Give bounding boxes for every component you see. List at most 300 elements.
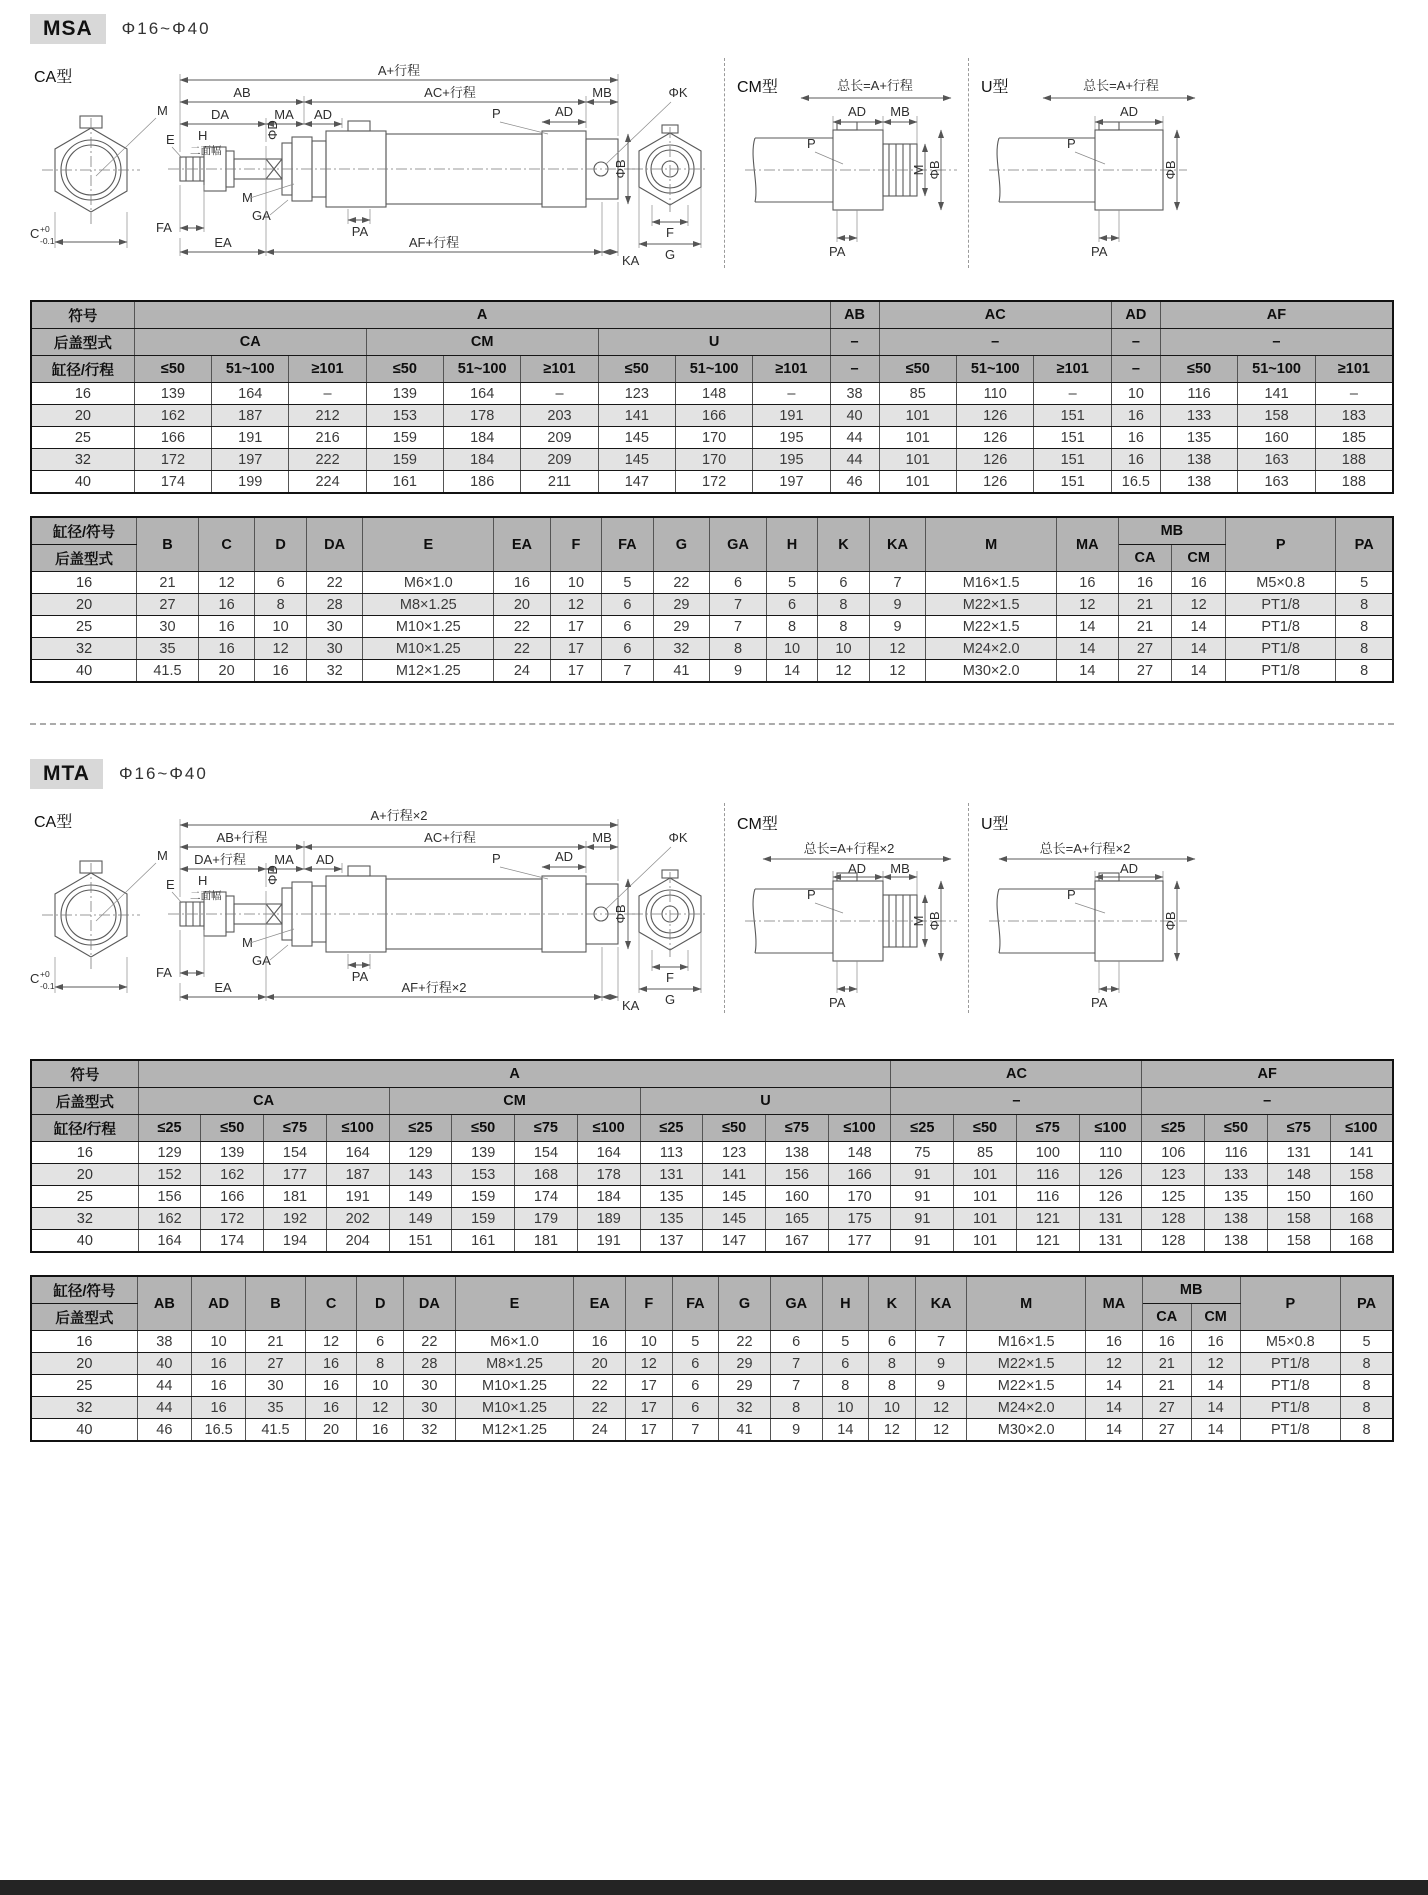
table-cell: 12 xyxy=(869,660,926,683)
table-cell: 32 xyxy=(653,638,710,660)
table-cell: 175 xyxy=(828,1208,891,1230)
table-cell: 16 xyxy=(574,1331,626,1353)
msa-dim-af: AF+行程 xyxy=(408,235,460,250)
mta-series-badge: MTA xyxy=(30,759,103,789)
table-cell: M22×1.5 xyxy=(967,1353,1086,1375)
table-cell: 85 xyxy=(954,1142,1017,1164)
table-cell: 41.5 xyxy=(246,1419,305,1442)
mta-c-sup: +0 xyxy=(40,969,50,979)
table-cell: 148 xyxy=(1267,1164,1330,1186)
table-header-cell: C xyxy=(305,1276,357,1331)
table-header-cell: C xyxy=(198,517,255,572)
table-cell: 21 xyxy=(137,572,199,594)
table-cell: 183 xyxy=(1315,405,1393,427)
table-cell: 16 xyxy=(1111,449,1160,471)
table-cell: 46 xyxy=(137,1419,191,1442)
table-cell: 150 xyxy=(1267,1186,1330,1208)
table-cell: 14 xyxy=(1191,1397,1240,1419)
table-cell: 149 xyxy=(389,1208,452,1230)
table-header-cell: MA xyxy=(1056,517,1118,572)
table-cell: 222 xyxy=(289,449,366,471)
table-cell: 16 xyxy=(1118,572,1172,594)
table-cell: 139 xyxy=(134,383,211,405)
table-cell: 44 xyxy=(137,1397,191,1419)
table-row xyxy=(31,572,1393,594)
table-cell: PT1/8 xyxy=(1240,1375,1341,1397)
table-cell: 16 xyxy=(191,1353,245,1375)
table-row xyxy=(31,638,1393,660)
table-cell: 12 xyxy=(869,638,926,660)
msa-dim-da: DA xyxy=(210,107,230,122)
table-cell: 16 xyxy=(1085,1331,1142,1353)
table-cell: 216 xyxy=(289,427,366,449)
msa-c-sup: +0 xyxy=(40,224,50,234)
table-cell: 166 xyxy=(134,427,211,449)
table-cell: 24 xyxy=(574,1419,626,1442)
table-cell: M8×1.25 xyxy=(455,1353,574,1375)
table-header-cell: 符号 xyxy=(31,301,134,329)
table-header-cell: D xyxy=(255,517,306,572)
table-cell: PT1/8 xyxy=(1240,1419,1341,1442)
mta-cm-type-label: CM型 xyxy=(737,816,778,833)
table-cell: 6 xyxy=(710,572,767,594)
table-cell: 145 xyxy=(598,449,675,471)
msa-dim-ab: AB xyxy=(233,85,251,100)
table-cell: 41 xyxy=(653,660,710,683)
table-cell: 16 xyxy=(191,1375,245,1397)
table-row xyxy=(31,660,1393,683)
table-header-cell: 符号 xyxy=(31,1060,138,1088)
table-cell: 10 xyxy=(766,638,817,660)
table-cell: 145 xyxy=(598,427,675,449)
table-header-cell: ≤75 xyxy=(515,1115,578,1142)
msa-f-label: F xyxy=(666,225,674,240)
table-header-cell: CM xyxy=(389,1088,640,1115)
table-cell: 129 xyxy=(138,1142,201,1164)
table-cell: 164 xyxy=(326,1142,389,1164)
row-header-cell: 25 xyxy=(31,1186,138,1208)
table-row xyxy=(31,1208,1393,1230)
table-cell: 22 xyxy=(719,1331,771,1353)
table-cell: 168 xyxy=(515,1164,578,1186)
table-cell: 30 xyxy=(306,616,363,638)
table-cell: 121 xyxy=(1016,1208,1079,1230)
row-header-cell: 40 xyxy=(31,1230,138,1253)
table-cell: 46 xyxy=(830,471,879,494)
table-header-cell: 后盖型式 xyxy=(31,1088,138,1115)
table-cell: 10 xyxy=(357,1375,404,1397)
table-cell: 131 xyxy=(1079,1230,1142,1253)
table-cell: 75 xyxy=(891,1142,954,1164)
table-cell: M24×2.0 xyxy=(926,638,1057,660)
table-header-cell: K xyxy=(818,517,869,572)
table-cell: 195 xyxy=(753,427,830,449)
table-cell: 16 xyxy=(255,660,306,683)
table-cell: 27 xyxy=(1142,1419,1191,1442)
table-cell: 12 xyxy=(357,1397,404,1419)
table-cell: PT1/8 xyxy=(1240,1353,1341,1375)
mta-cm-body xyxy=(753,873,917,961)
table-cell: 8 xyxy=(1341,1375,1393,1397)
mta-drawing-separator-1 xyxy=(724,803,725,1013)
msa-h-label: H xyxy=(198,128,208,143)
table-cell: 10 xyxy=(818,638,869,660)
table-cell: 126 xyxy=(956,449,1033,471)
table-header-cell: AC xyxy=(891,1060,1142,1088)
msa-cm-pa-label: PA xyxy=(829,244,846,259)
table-header-cell: CA xyxy=(134,329,366,356)
mta-g-label: G xyxy=(664,992,676,1007)
table-cell: 160 xyxy=(1330,1186,1393,1208)
section-divider xyxy=(30,723,1394,725)
table-header-cell: – xyxy=(891,1088,1142,1115)
table-cell: 10 xyxy=(191,1331,245,1353)
row-header-cell: 25 xyxy=(31,1375,137,1397)
table-cell: M5×0.8 xyxy=(1240,1331,1341,1353)
table-cell: 126 xyxy=(1079,1164,1142,1186)
table-cell: 30 xyxy=(403,1397,455,1419)
table-row xyxy=(31,1186,1393,1208)
mta-cm-p-label: P xyxy=(807,887,816,902)
table-cell: 158 xyxy=(1267,1230,1330,1253)
msa-section xyxy=(30,14,1394,683)
table-cell: 7 xyxy=(710,616,767,638)
table-cell: 21 xyxy=(1142,1375,1191,1397)
table-header-cell: M xyxy=(967,1276,1086,1331)
msa-cm-type-label: CM型 xyxy=(737,79,778,96)
table-cell: 20 xyxy=(198,660,255,683)
table-cell: 145 xyxy=(703,1186,766,1208)
table-header-cell: 51~100 xyxy=(444,356,521,383)
table-header-cell: A xyxy=(134,301,830,329)
table-cell: 141 xyxy=(1238,383,1315,405)
table-cell: 14 xyxy=(1172,638,1226,660)
table-header-cell: – xyxy=(1160,329,1393,356)
table-cell: 191 xyxy=(753,405,830,427)
table-header-cell: PA xyxy=(1341,1276,1393,1331)
msa-phi-k-label: ΦK xyxy=(668,85,688,100)
table-header-cell: G xyxy=(719,1276,771,1331)
table-cell: 12 xyxy=(818,660,869,683)
table-header-cell: ≤100 xyxy=(828,1115,891,1142)
msa-u-body xyxy=(997,122,1163,210)
row-header-cell: 32 xyxy=(31,1208,138,1230)
table-cell: 5 xyxy=(672,1331,719,1353)
table-cell: 170 xyxy=(828,1186,891,1208)
msa-ea-label: EA xyxy=(214,235,232,250)
table-cell: 133 xyxy=(1160,405,1237,427)
table-cell: 22 xyxy=(494,638,551,660)
mta-dim-af: AF+行程×2 xyxy=(401,980,467,995)
row-header-cell: 16 xyxy=(31,1142,138,1164)
table-cell: 12 xyxy=(915,1397,967,1419)
table-header-cell: – xyxy=(879,329,1111,356)
mta-flats-label: 二面幅 xyxy=(190,890,222,902)
table-cell: 170 xyxy=(675,449,752,471)
table-cell: 191 xyxy=(577,1230,640,1253)
msa-ca-type-label: CA型 xyxy=(34,69,73,86)
table-row xyxy=(31,594,1393,616)
table-cell: 16 xyxy=(191,1397,245,1419)
msa-drawing-separator-1 xyxy=(724,58,725,268)
table-cell: 159 xyxy=(452,1208,515,1230)
table-cell: 38 xyxy=(830,383,879,405)
table-cell: 6 xyxy=(672,1353,719,1375)
msa-u-pa-label: PA xyxy=(1091,244,1108,259)
table-cell: 12 xyxy=(869,1419,916,1442)
table-header-cell: FA xyxy=(602,517,653,572)
table-cell: 187 xyxy=(326,1164,389,1186)
table-cell: 44 xyxy=(830,449,879,471)
table-cell: 7 xyxy=(770,1375,822,1397)
table-cell: 143 xyxy=(389,1164,452,1186)
table-cell: M24×2.0 xyxy=(967,1397,1086,1419)
mta-dimension-table-b xyxy=(30,1275,1394,1442)
table-header-cell: EA xyxy=(574,1276,626,1331)
table-cell: 14 xyxy=(1191,1419,1240,1442)
table-header-cell: U xyxy=(598,329,830,356)
table-cell: M10×1.25 xyxy=(455,1397,574,1419)
table-cell: 139 xyxy=(452,1142,515,1164)
table-row xyxy=(31,1142,1393,1164)
mta-dim-mb: MB xyxy=(592,830,612,845)
table-cell: 29 xyxy=(719,1375,771,1397)
table-cell: PT1/8 xyxy=(1226,616,1336,638)
table-header-cell: H xyxy=(766,517,817,572)
msa-dim-ma: MA xyxy=(274,107,294,122)
table-cell: 17 xyxy=(626,1375,673,1397)
table-cell: 162 xyxy=(134,405,211,427)
table-cell: – xyxy=(753,383,830,405)
table-cell: 9 xyxy=(770,1419,822,1442)
msa-u-type-label: U型 xyxy=(981,79,1009,96)
mta-dim-ad: AD xyxy=(315,852,335,867)
table-header-cell: ≤50 xyxy=(1205,1115,1268,1142)
msa-u-drawing xyxy=(973,52,1208,274)
table-cell: 91 xyxy=(891,1208,954,1230)
table-cell: 148 xyxy=(675,383,752,405)
table-cell: 162 xyxy=(201,1164,264,1186)
table-header-cell: K xyxy=(869,1276,916,1331)
mta-ga-label: GA xyxy=(252,953,271,968)
table-header-cell: ≤25 xyxy=(891,1115,954,1142)
table-cell: 116 xyxy=(1016,1186,1079,1208)
table-cell: 14 xyxy=(1172,660,1226,683)
table-cell: 126 xyxy=(956,427,1033,449)
table-cell: 14 xyxy=(1172,616,1226,638)
table-cell: – xyxy=(289,383,366,405)
table-header-cell: H xyxy=(822,1276,869,1331)
table-cell: 8 xyxy=(822,1375,869,1397)
table-cell: 30 xyxy=(403,1375,455,1397)
table-cell: 20 xyxy=(305,1419,357,1442)
table-cell: 6 xyxy=(822,1353,869,1375)
msa-cm-drawing xyxy=(729,52,964,274)
table-cell: M22×1.5 xyxy=(926,594,1057,616)
mta-ca-drawing xyxy=(30,797,720,1019)
row-header-cell: 20 xyxy=(31,1164,138,1186)
msa-u-total-label: 总长=A+行程 xyxy=(1083,78,1159,93)
table-cell: 21 xyxy=(1118,594,1172,616)
table-cell: 194 xyxy=(264,1230,327,1253)
table-header-cell: ≤25 xyxy=(138,1115,201,1142)
row-header-cell: 20 xyxy=(31,405,134,427)
table-cell: 14 xyxy=(766,660,817,683)
table-cell: 151 xyxy=(1034,427,1111,449)
table-cell: 40 xyxy=(137,1353,191,1375)
row-header-cell: 16 xyxy=(31,383,134,405)
table-cell: 14 xyxy=(1191,1375,1240,1397)
table-cell: 12 xyxy=(1056,594,1118,616)
table-cell: M10×1.25 xyxy=(363,616,494,638)
table-cell: M30×2.0 xyxy=(967,1419,1086,1442)
table-cell: 29 xyxy=(653,616,710,638)
table-cell: 212 xyxy=(289,405,366,427)
table-cell: 12 xyxy=(550,594,601,616)
table-cell: 113 xyxy=(640,1142,703,1164)
table-cell: 9 xyxy=(869,616,926,638)
table-cell: 168 xyxy=(1330,1230,1393,1253)
table-cell: 12 xyxy=(305,1331,357,1353)
table-cell: 204 xyxy=(326,1230,389,1253)
table-cell: 163 xyxy=(1238,471,1315,494)
mta-dim-ma: MA xyxy=(274,852,294,867)
table-cell: 8 xyxy=(357,1353,404,1375)
table-header-cell: E xyxy=(455,1276,574,1331)
mta-u-pa-label: PA xyxy=(1091,995,1108,1010)
table-cell: 101 xyxy=(954,1186,1017,1208)
table-cell: 199 xyxy=(212,471,289,494)
table-header-cell: 缸径/行程 xyxy=(31,356,134,383)
table-cell: 161 xyxy=(452,1230,515,1253)
mta-u-type-label: U型 xyxy=(981,816,1009,833)
table-header-cell: CA xyxy=(138,1088,389,1115)
table-header-cell: ≤25 xyxy=(1142,1115,1205,1142)
table-cell: 174 xyxy=(515,1186,578,1208)
table-header-cell: CA xyxy=(1142,1304,1191,1331)
mta-c-sub: -0.1 xyxy=(40,981,55,991)
table-header-cell: ≤75 xyxy=(766,1115,829,1142)
table-cell: 5 xyxy=(766,572,817,594)
table-cell: 22 xyxy=(494,616,551,638)
table-cell: 8 xyxy=(766,616,817,638)
table-cell: M16×1.5 xyxy=(926,572,1057,594)
table-cell: 44 xyxy=(830,427,879,449)
table-cell: 24 xyxy=(494,660,551,683)
table-cell: 8 xyxy=(1341,1419,1393,1442)
table-cell: 189 xyxy=(577,1208,640,1230)
table-header-cell: ≤50 xyxy=(954,1115,1017,1142)
table-header-cell: ≤75 xyxy=(1016,1115,1079,1142)
table-cell: 6 xyxy=(602,616,653,638)
table-cell: 185 xyxy=(1315,427,1393,449)
table-cell: 85 xyxy=(879,383,956,405)
table-cell: 32 xyxy=(403,1419,455,1442)
table-header-cell: ≤50 xyxy=(366,356,443,383)
table-cell: 179 xyxy=(515,1208,578,1230)
mta-header xyxy=(30,759,1394,789)
table-cell: 6 xyxy=(770,1331,822,1353)
table-cell: 188 xyxy=(1315,449,1393,471)
msa-ca-drawing xyxy=(30,52,720,274)
table-cell: 163 xyxy=(1238,449,1315,471)
table-cell: 197 xyxy=(212,449,289,471)
msa-c-sub: -0.1 xyxy=(40,236,55,246)
table-cell: M12×1.25 xyxy=(455,1419,574,1442)
table-cell: 101 xyxy=(879,471,956,494)
table-cell: – xyxy=(1034,383,1111,405)
table-row xyxy=(31,471,1393,494)
mta-phi-d-label: ΦD xyxy=(265,865,280,885)
msa-c-dim-label: C xyxy=(30,226,40,241)
table-header-cell: U xyxy=(640,1088,891,1115)
mta-f-label: F xyxy=(666,970,674,985)
table-header-cell: 缸径/符号 xyxy=(31,1276,137,1304)
table-cell: 22 xyxy=(574,1375,626,1397)
msa-dim-mb: MB xyxy=(592,85,612,100)
mta-cm-phi-b-label: ΦB xyxy=(927,911,942,931)
table-cell: 151 xyxy=(1034,405,1111,427)
table-header-cell: ≤100 xyxy=(577,1115,640,1142)
table-header-cell: ≤50 xyxy=(452,1115,515,1142)
table-cell: 156 xyxy=(766,1164,829,1186)
table-cell: 159 xyxy=(366,449,443,471)
table-cell: 123 xyxy=(598,383,675,405)
table-cell: 28 xyxy=(403,1353,455,1375)
table-cell: 191 xyxy=(326,1186,389,1208)
table-cell: 10 xyxy=(255,616,306,638)
table-cell: 5 xyxy=(1341,1331,1393,1353)
table-cell: 123 xyxy=(1142,1164,1205,1186)
table-cell: 166 xyxy=(201,1186,264,1208)
table-cell: 7 xyxy=(915,1331,967,1353)
table-header-cell: D xyxy=(357,1276,404,1331)
table-cell: 29 xyxy=(653,594,710,616)
table-header-cell: ≥101 xyxy=(1315,356,1393,383)
mta-pa-label: PA xyxy=(351,969,369,984)
msa-flats-label: 二面幅 xyxy=(190,145,222,157)
table-row xyxy=(31,1164,1393,1186)
dimension-table xyxy=(30,1275,1394,1442)
table-cell: 6 xyxy=(672,1397,719,1419)
row-header-cell: 32 xyxy=(31,638,137,660)
table-cell: 174 xyxy=(134,471,211,494)
mta-c-dim-label: C xyxy=(30,971,40,986)
table-cell: 8 xyxy=(818,616,869,638)
table-cell: 110 xyxy=(956,383,1033,405)
table-cell: 224 xyxy=(289,471,366,494)
mta-bore-range: Φ16~Φ40 xyxy=(118,764,208,783)
msa-drawings xyxy=(30,52,1394,274)
msa-e-label: E xyxy=(166,132,175,147)
table-row xyxy=(31,383,1393,405)
table-header-cell: GA xyxy=(770,1276,822,1331)
table-cell: 135 xyxy=(640,1208,703,1230)
table-cell: 14 xyxy=(822,1419,869,1442)
table-header-cell: P xyxy=(1226,517,1336,572)
table-cell: – xyxy=(521,383,598,405)
table-cell: 7 xyxy=(869,572,926,594)
table-header-cell: ≥101 xyxy=(521,356,598,383)
mta-hex-m-label: M xyxy=(157,848,168,863)
msa-ka-label: KA xyxy=(622,253,640,268)
row-header-cell: 16 xyxy=(31,1331,137,1353)
table-cell: 22 xyxy=(574,1397,626,1419)
msa-table2-wrap xyxy=(30,516,1394,683)
table-header-cell: ≤50 xyxy=(598,356,675,383)
row-header-cell: 20 xyxy=(31,1353,137,1375)
table-cell: 126 xyxy=(956,405,1033,427)
